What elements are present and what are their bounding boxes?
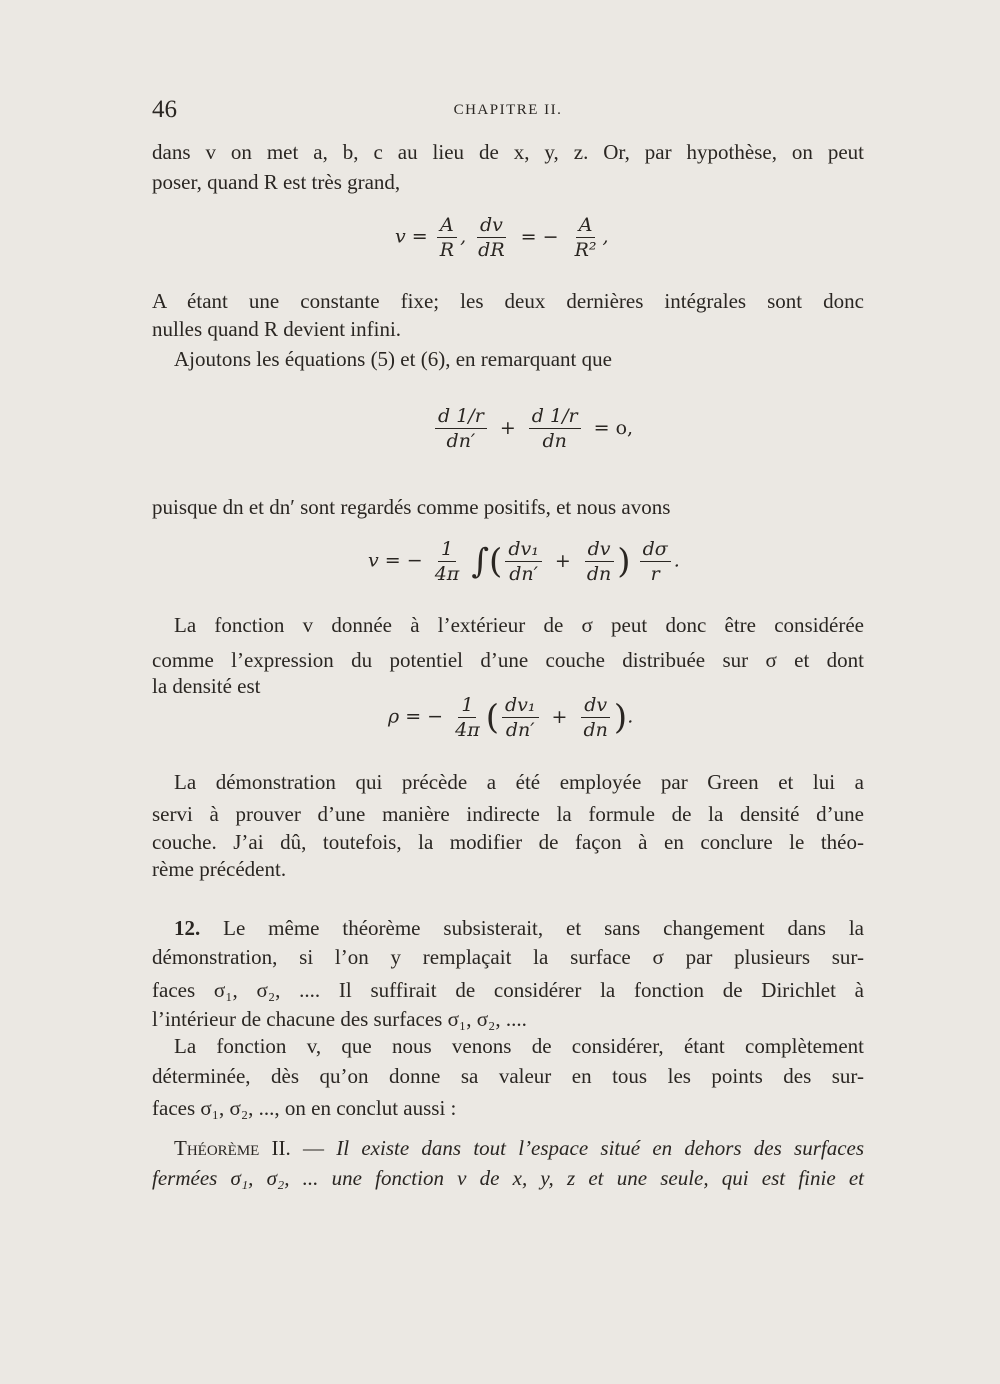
numerator: d 1/r — [435, 405, 487, 429]
integral-sign: ∫ — [471, 541, 490, 582]
formula-potential-integral — [368, 538, 680, 585]
text-line: Le même théorème subsisterait, et sans changement dans la — [223, 916, 864, 940]
fraction — [452, 694, 483, 741]
theorem-label: Théorème II. — — [174, 1136, 325, 1160]
formula-text: + — [499, 416, 516, 439]
fraction — [640, 538, 671, 585]
section-12-first-line — [152, 914, 864, 942]
numerator: d 1/r — [529, 405, 581, 429]
formula-text: + — [551, 705, 568, 728]
page-number: 46 — [152, 96, 177, 123]
denominator: 4π — [434, 563, 460, 585]
numerator: A — [576, 214, 596, 238]
denominator: R² — [574, 239, 597, 261]
text-line: dans v on met a, b, c au lieu de x, y, z. Or, par hypothèse, on peut — [152, 140, 864, 164]
formula-text: = o, — [593, 416, 634, 439]
formula-text: ( — [489, 541, 503, 582]
text-line: La fonction v donnée à l’extérieur de σ peut donc être considérée — [174, 613, 864, 637]
numerator: dv — [585, 538, 614, 562]
text-line: l’intérieur de chacune des surfaces σ₁, σ₂, .... — [152, 1007, 527, 1031]
formula-text: , — [602, 225, 609, 248]
numerator: 1 — [438, 538, 456, 562]
denominator: dn — [542, 430, 567, 452]
numerator: dv — [477, 214, 506, 238]
text-line: Ajoutons les équations (5) et (6), en remarquant que — [174, 347, 612, 371]
text-line: la densité est — [152, 674, 261, 698]
formula-density — [388, 694, 633, 741]
text-line: fermées σ₁, σ₂, ... une fonction v de x, y, z et une seule, qui est finie et — [152, 1166, 864, 1190]
denominator: dn — [583, 719, 608, 741]
denominator: r — [650, 563, 660, 585]
text-line: couche. J’ai dû, toutefois, la modifier de façon à en conclure le théo- — [152, 830, 864, 854]
numerator: dv — [581, 694, 610, 718]
denominator: dn — [586, 563, 612, 585]
text-line: A étant une constante fixe; les deux dernières intégrales sont donc — [152, 289, 864, 313]
text-line: Il existe dans tout l’espace situé en dehors des surfaces — [336, 1136, 865, 1160]
formula-text: v = — [395, 225, 428, 248]
denominator: dn′ — [446, 430, 476, 452]
fraction — [529, 405, 581, 452]
numerator: A — [437, 214, 457, 238]
formula-text: v = − — [368, 549, 423, 572]
text-line: poser, quand R est très grand, — [152, 170, 401, 194]
page-header — [152, 96, 864, 126]
numerator: dv₁ — [502, 694, 539, 718]
fraction — [572, 214, 600, 261]
text-line: nulles quand R devient infini. — [152, 317, 402, 341]
text-line: servi à prouver d’une manière indirecte la formule de la densité d’une — [152, 802, 864, 826]
fraction — [432, 538, 463, 585]
formula-text: , — [460, 225, 467, 248]
numerator: dv₁ — [505, 538, 542, 562]
fraction — [505, 538, 542, 585]
text-line: puisque dn et dn′ sont regardés comme positifs, et nous avons — [152, 495, 671, 519]
theorem-first-line — [152, 1134, 864, 1162]
section-number: 12. — [174, 916, 201, 940]
fraction — [475, 214, 507, 261]
fraction — [437, 214, 457, 261]
denominator: dn′ — [509, 563, 538, 585]
formula-potential-limit — [395, 214, 609, 261]
text-line: rème précédent. — [152, 857, 287, 881]
formula-text: = − — [520, 225, 559, 248]
formula-text: ρ = − — [388, 705, 444, 728]
fraction — [502, 694, 539, 741]
formula-text: . — [673, 549, 680, 572]
numerator: dσ — [640, 538, 671, 562]
text-line: faces σ₁, σ₂, .... Il suffirait de considérer la fonction de Dirichlet à — [152, 978, 864, 1002]
formula-text: + — [554, 549, 571, 572]
numerator: 1 — [458, 694, 476, 718]
formula-text: . — [627, 705, 634, 728]
formula-text: ) — [617, 541, 631, 582]
text-line: comme l’expression du potentiel d’une couche distribuée sur σ et dont — [152, 648, 864, 672]
fraction — [584, 538, 614, 585]
fraction — [435, 405, 487, 452]
denominator: 4π — [455, 719, 480, 741]
text-line: démonstration, si l’on y remplaçait la surface σ par plusieurs sur- — [152, 945, 864, 969]
formula-text: ( — [485, 697, 499, 738]
formula-sum-zero — [432, 405, 637, 452]
text-line: déterminée, dès qu’on donne sa valeur en tous les points des sur- — [152, 1064, 864, 1088]
text-line: La démonstration qui précède a été employée par Green et lui a — [174, 770, 864, 794]
formula-text: ) — [613, 697, 628, 738]
denominator: R — [439, 239, 455, 261]
denominator: dn′ — [505, 719, 535, 741]
denominator: dR — [478, 239, 505, 261]
text-line: La fonction v, que nous venons de considérer, étant complètement — [174, 1034, 864, 1058]
fraction — [581, 694, 611, 741]
text-line: faces σ₁, σ₂, ..., on en conclut aussi : — [152, 1096, 457, 1120]
running-head: CHAPITRE II. — [453, 102, 563, 118]
